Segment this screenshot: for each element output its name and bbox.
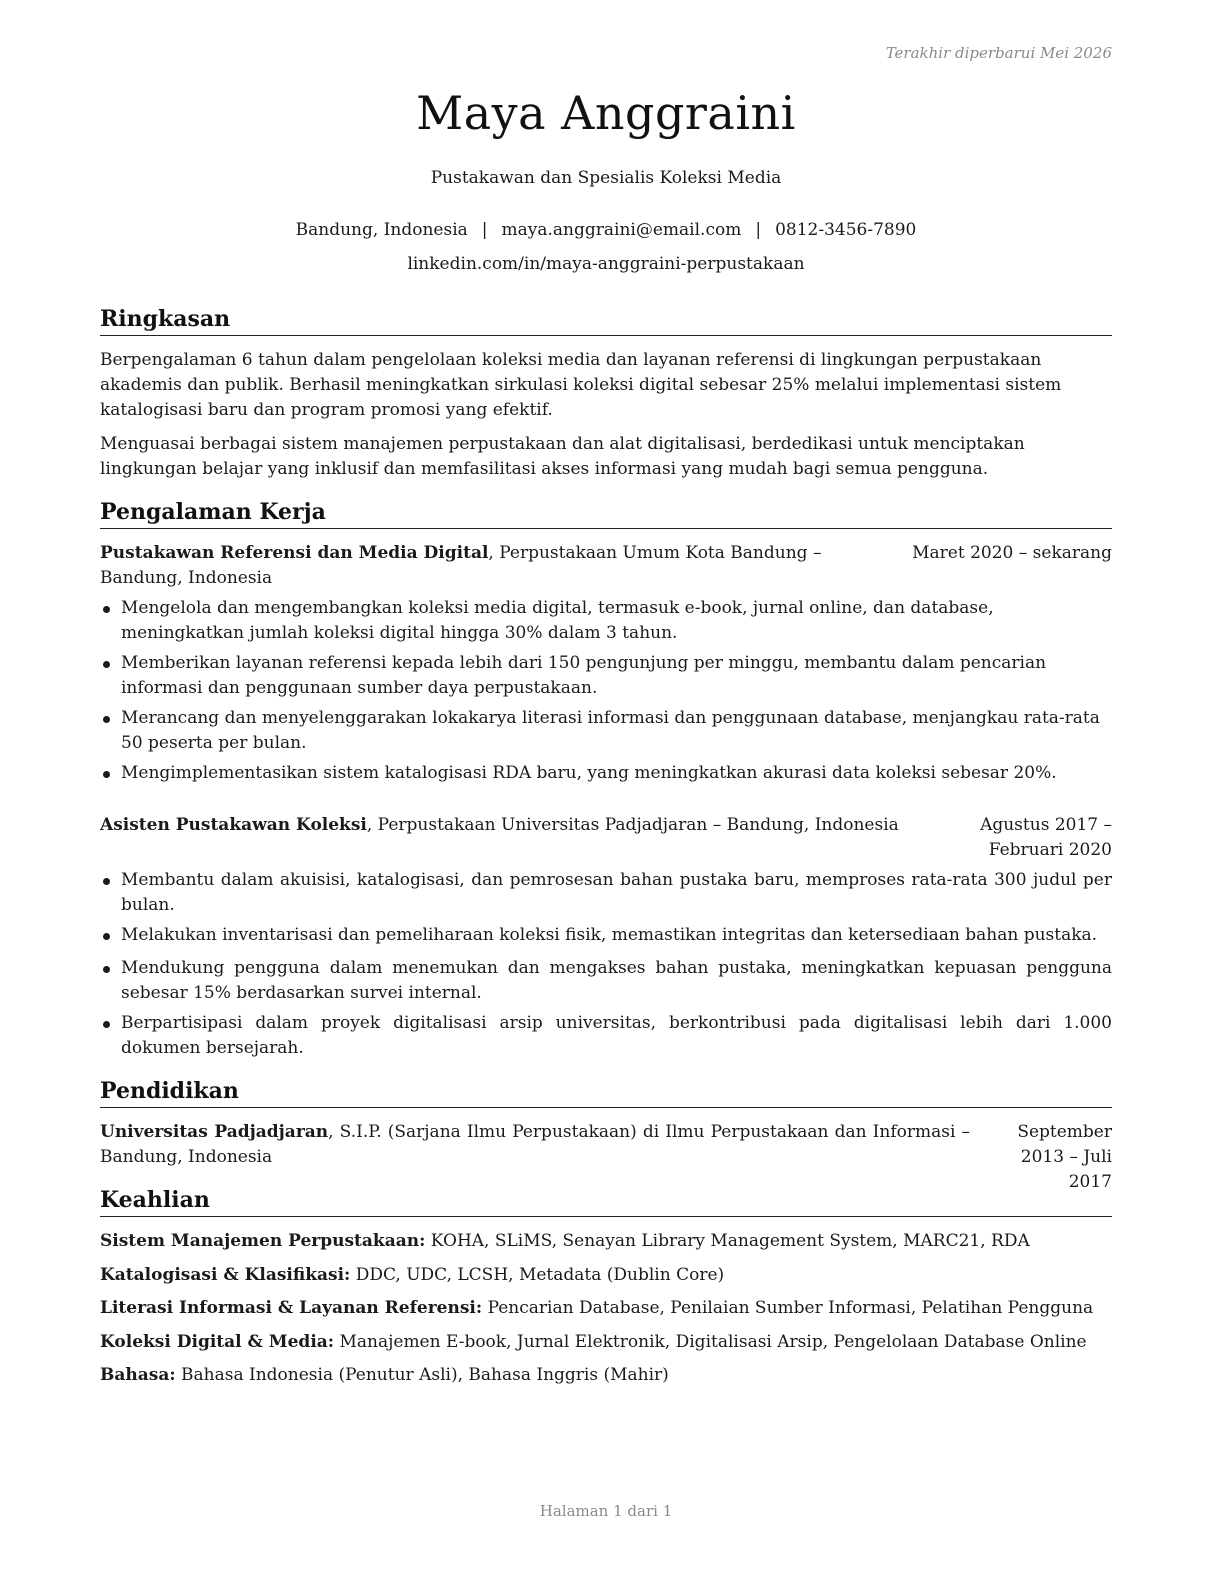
contact-separator: |: [755, 220, 762, 240]
candidate-name: Maya Anggraini: [416, 86, 796, 140]
job-role: Asisten Pustakawan Koleksi: [100, 815, 367, 835]
skill-label: Literasi Informasi & Layanan Referensi:: [100, 1298, 483, 1318]
skill-row: [100, 1263, 1112, 1288]
contact-line: [100, 220, 1112, 240]
section-title-experience: Pengalaman Kerja: [100, 497, 1112, 529]
skill-value: Bahasa Indonesia (Penutur Asli), Bahasa Inggris (Mahir): [175, 1365, 669, 1385]
education-dates: September 2013 – Juli 2017: [1017, 1122, 1112, 1192]
bullet-icon: [103, 661, 110, 668]
list-item: Membantu dalam akuisisi, katalogisasi, dan pemrosesan bahan pustaka baru, memproses rata-rata 300 judul per bulan.: [100, 868, 1112, 918]
education-line: [100, 1120, 970, 1170]
job-header: [100, 541, 1112, 591]
education-entry: [100, 1120, 1112, 1195]
job-bullets: [100, 868, 1112, 1061]
skill-row: [100, 1296, 1112, 1321]
list-item: Melakukan inventarisasi dan pemeliharaan koleksi fisik, memastikan integritas dan ketersediaan bahan pustaka.: [100, 923, 1112, 948]
bullet-icon: [103, 606, 110, 613]
job-bullets: [100, 596, 1112, 786]
list-item: Merancang dan menyelenggarakan lokakarya literasi informasi dan penggunaan database, menjangkau rata-rata 50 peserta per bulan.: [100, 706, 1112, 756]
job-organization: , Perpustakaan Umum Kota Bandung – Bandung, Indonesia: [100, 543, 822, 588]
summary-paragraph: Berpengalaman 6 tahun dalam pengelolaan koleksi media dan layanan referensi di lingkungan perpustakaan akademis dan publik. Berhasil meningkatkan sirkulasi koleksi digital sebesar 25% melalui implementasi sistem katalogisasi baru dan program promosi yang efektif.: [100, 350, 1062, 420]
school-name: Universitas Padjadjaran: [100, 1122, 329, 1142]
bullet-icon: [103, 1021, 110, 1028]
skill-label: Sistem Manajemen Perpustakaan:: [100, 1231, 426, 1251]
list-item: Berpartisipasi dalam proyek digitalisasi arsip universitas, berkontribusi pada digitalisasi lebih dari 1.000 dokumen bersejarah.: [100, 1011, 1112, 1061]
job-dates: Agustus 2017 – Februari 2020: [980, 815, 1112, 860]
list-item: Memberikan layanan referensi kepada lebih dari 150 pengunjung per minggu, membantu dalam pencarian informasi dan penggunaan sumber daya perpustakaan.: [100, 651, 1112, 701]
linkedin-link[interactable]: linkedin.com/in/maya-anggraini-perpustakaan: [407, 254, 805, 274]
last-updated: Terakhir diperbarui Mei 2026: [885, 44, 1112, 62]
skill-value: DDC, UDC, LCSH, Metadata (Dublin Core): [350, 1265, 725, 1285]
skill-label: Koleksi Digital & Media:: [100, 1332, 335, 1352]
skill-label: Bahasa:: [100, 1365, 176, 1385]
job-organization: , Perpustakaan Universitas Padjadjaran – Bandung, Indonesia: [366, 815, 899, 835]
job-title-line: [100, 813, 950, 838]
skill-row: [100, 1229, 1112, 1254]
skill-row: [100, 1363, 1112, 1388]
location: Bandung, Indonesia: [295, 220, 468, 240]
job-role: Pustakawan Referensi dan Media Digital: [100, 543, 489, 563]
list-item: Mendukung pengguna dalam menemukan dan mengakses bahan pustaka, meningkatkan kepuasan pengguna sebesar 15% berdasarkan survei internal.: [100, 956, 1112, 1006]
list-item: Mengimplementasikan sistem katalogisasi RDA baru, yang meningkatkan akurasi data koleksi sebesar 20%.: [100, 761, 1112, 786]
job-header: [100, 813, 1112, 863]
skill-value: Pencarian Database, Penilaian Sumber Informasi, Pelatihan Pengguna: [482, 1298, 1094, 1318]
bullet-icon: [103, 716, 110, 723]
bullet-icon: [103, 878, 110, 885]
job-dates: Maret 2020 – sekarang: [912, 543, 1112, 563]
summary-paragraph: Menguasai berbagai sistem manajemen perpustakaan dan alat digitalisasi, berdedikasi untuk menciptakan lingkungan belajar yang inklusif dan memfasilitasi akses informasi yang mudah bagi semua pengguna.: [100, 434, 1025, 479]
skill-row: [100, 1330, 1112, 1355]
page-number: Halaman 1 dari 1: [539, 1502, 673, 1520]
list-item: Mengelola dan mengembangkan koleksi media digital, termasuk e-book, jurnal online, dan database, meningkatkan jumlah koleksi digital hingga 30% dalam 3 tahun.: [100, 596, 1112, 646]
headline: Pustakawan dan Spesialis Koleksi Media: [430, 168, 782, 188]
degree: , S.I.P. (Sarjana Ilmu Perpustakaan) di Ilmu Perpustakaan dan Informasi – Bandung, Indonesia: [100, 1122, 970, 1167]
bullet-icon: [103, 966, 110, 973]
contact-separator: |: [481, 220, 488, 240]
section-title-education: Pendidikan: [100, 1076, 1112, 1108]
skill-value: Manajemen E-book, Jurnal Elektronik, Digitalisasi Arsip, Pengelolaan Database Online: [334, 1332, 1087, 1352]
bullet-icon: [103, 771, 110, 778]
resume-page: [100, 0, 1112, 1584]
skill-label: Katalogisasi & Klasifikasi:: [100, 1265, 351, 1285]
bullet-icon: [103, 933, 110, 940]
phone-number: 0812-3456-7890: [775, 220, 917, 240]
section-title-skills: Keahlian: [100, 1185, 1112, 1217]
email-link[interactable]: maya.anggraini@email.com: [501, 220, 742, 240]
skill-value: KOHA, SLiMS, Senayan Library Management System, MARC21, RDA: [425, 1231, 1030, 1251]
section-title-summary: Ringkasan: [100, 304, 1112, 336]
job-title-line: [100, 541, 890, 591]
